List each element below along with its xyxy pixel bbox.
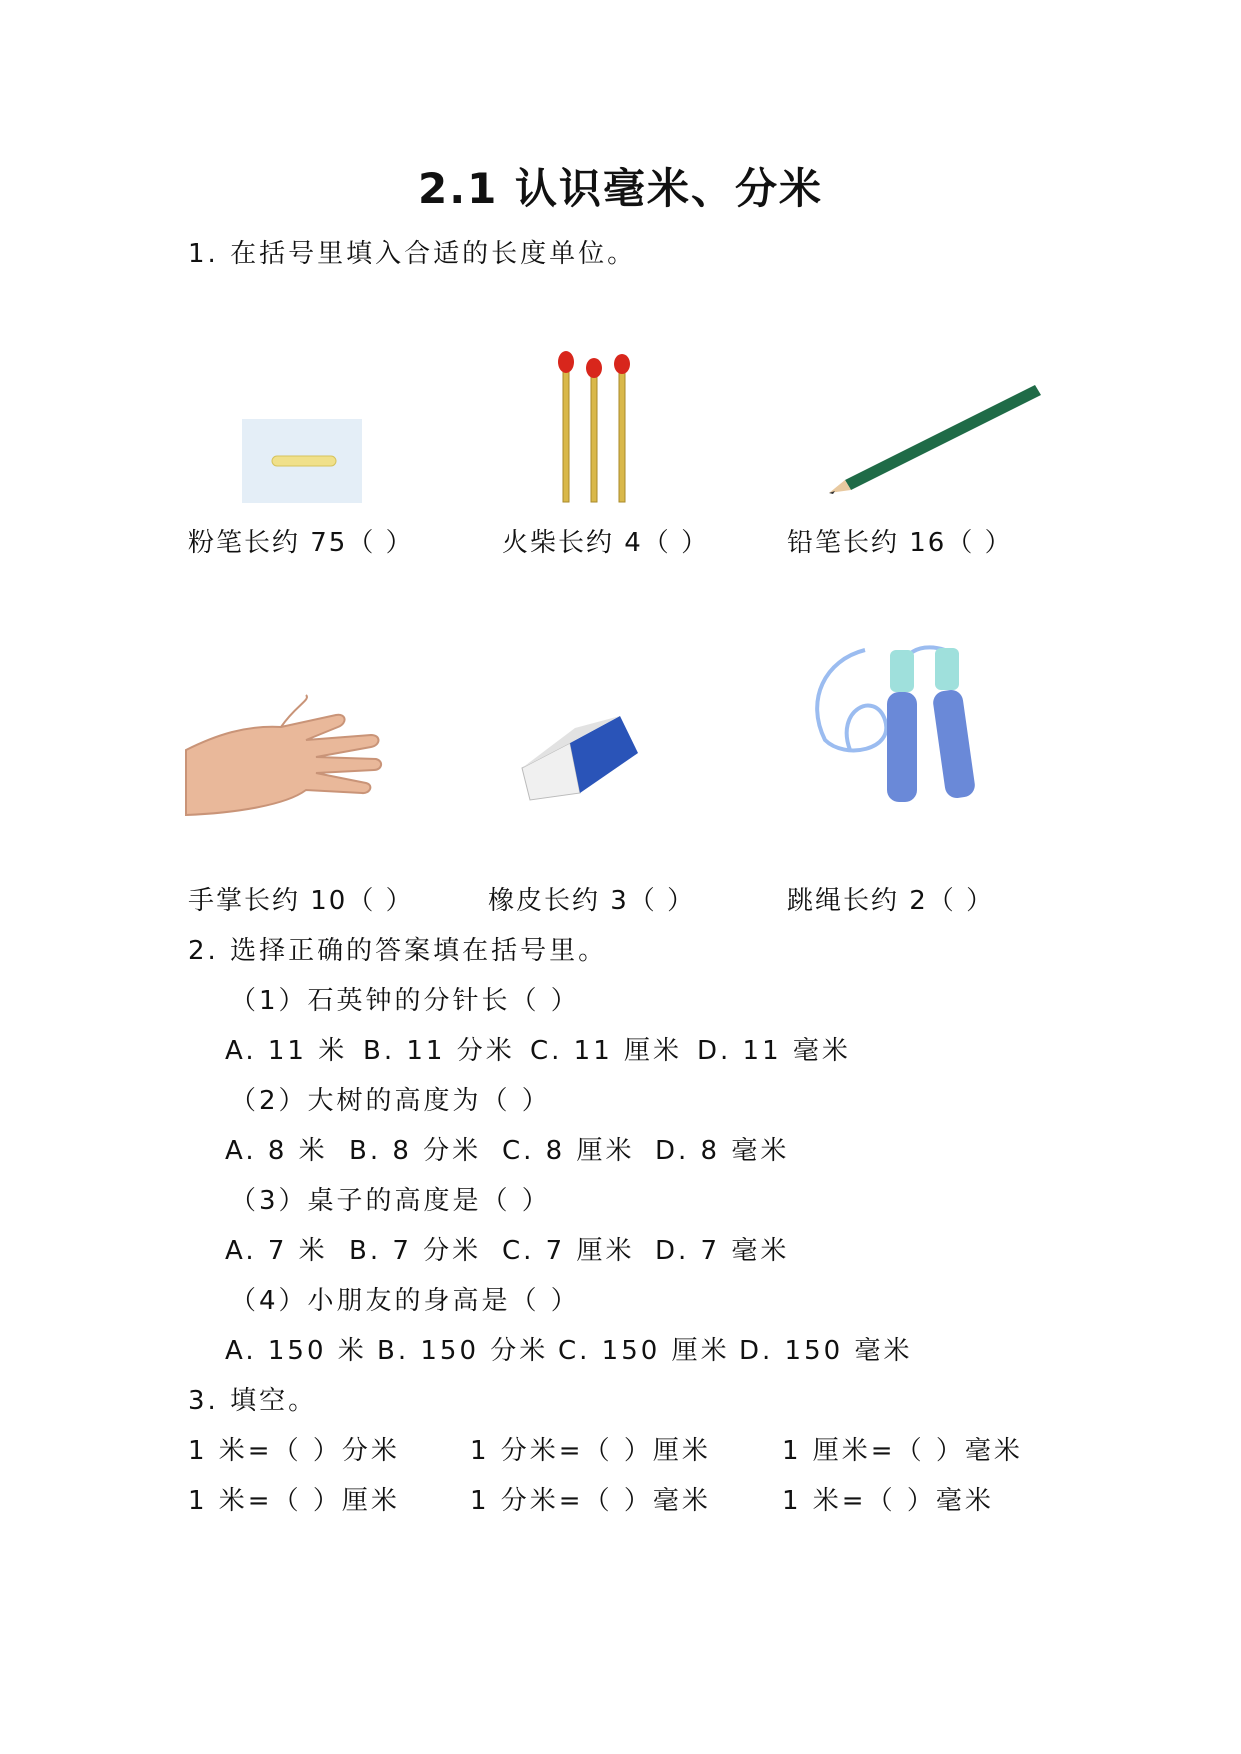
palm-image — [186, 695, 396, 815]
jump-rope-image — [805, 640, 995, 805]
q3-row-2-cell-2: 1 分米=（ ）毫米 — [470, 1486, 711, 1516]
q2-heading: 2. 选择正确的答案填在括号里。 — [188, 936, 608, 966]
caption-palm: 手掌长约 10（ ） — [188, 886, 414, 916]
q2-item-2-option-d: D. 8 毫米 — [655, 1136, 790, 1166]
q3-row-1-cell-2: 1 分米=（ ）厘米 — [470, 1436, 711, 1466]
q3-heading: 3. 填空。 — [188, 1386, 318, 1416]
q2-item-3-option-a: A. 7 米 — [225, 1236, 328, 1266]
chalk-image — [242, 419, 362, 503]
q2-item-4-option-a: A. 150 米 — [225, 1336, 367, 1366]
q2-item-4-option-b: B. 150 分米 — [377, 1336, 549, 1366]
pencil-image — [815, 375, 1045, 500]
q2-item-2-option-a: A. 8 米 — [225, 1136, 328, 1166]
q2-item-3-question: （3）桌子的高度是（ ） — [230, 1186, 551, 1216]
q2-item-3-option-b: B. 7 分米 — [349, 1236, 482, 1266]
q2-item-2-option-c: C. 8 厘米 — [502, 1136, 635, 1166]
caption-pencil: 铅笔长约 16（ ） — [787, 528, 1013, 558]
caption-chalk: 粉笔长约 75（ ） — [188, 528, 414, 558]
q2-item-1-question: （1）石英钟的分针长（ ） — [230, 986, 580, 1016]
caption-match: 火柴长约 4（ ） — [502, 528, 710, 558]
q1-heading: 1. 在括号里填入合适的长度单位。 — [188, 239, 637, 269]
caption-eraser: 橡皮长约 3（ ） — [488, 886, 696, 916]
caption-jump-rope: 跳绳长约 2（ ） — [787, 886, 995, 916]
q2-item-4-question: （4）小朋友的身高是（ ） — [230, 1286, 580, 1316]
eraser-image — [520, 708, 640, 803]
matches-image — [555, 350, 635, 504]
q2-item-3-option-d: D. 7 毫米 — [655, 1236, 790, 1266]
q2-item-4-option-c: C. 150 厘米 — [558, 1336, 730, 1366]
q2-item-2-option-b: B. 8 分米 — [349, 1136, 482, 1166]
q3-row-2-cell-3: 1 米=（ ）毫米 — [782, 1486, 994, 1516]
page-title: 2.1 认识毫米、分米 — [417, 164, 824, 213]
q3-row-1-cell-1: 1 米=（ ）分米 — [188, 1436, 400, 1466]
q2-item-2-question: （2）大树的高度为（ ） — [230, 1086, 551, 1116]
q2-item-1-option-a: A. 11 米 — [225, 1036, 348, 1066]
q3-row-1-cell-3: 1 厘米=（ ）毫米 — [782, 1436, 1023, 1466]
q2-item-1-option-d: D. 11 毫米 — [697, 1036, 851, 1066]
q2-item-3-option-c: C. 7 厘米 — [502, 1236, 635, 1266]
q3-row-2-cell-1: 1 米=（ ）厘米 — [188, 1486, 400, 1516]
q2-item-4-option-d: D. 150 毫米 — [739, 1336, 913, 1366]
q2-item-1-option-b: B. 11 分米 — [363, 1036, 515, 1066]
q2-item-1-option-c: C. 11 厘米 — [530, 1036, 683, 1066]
